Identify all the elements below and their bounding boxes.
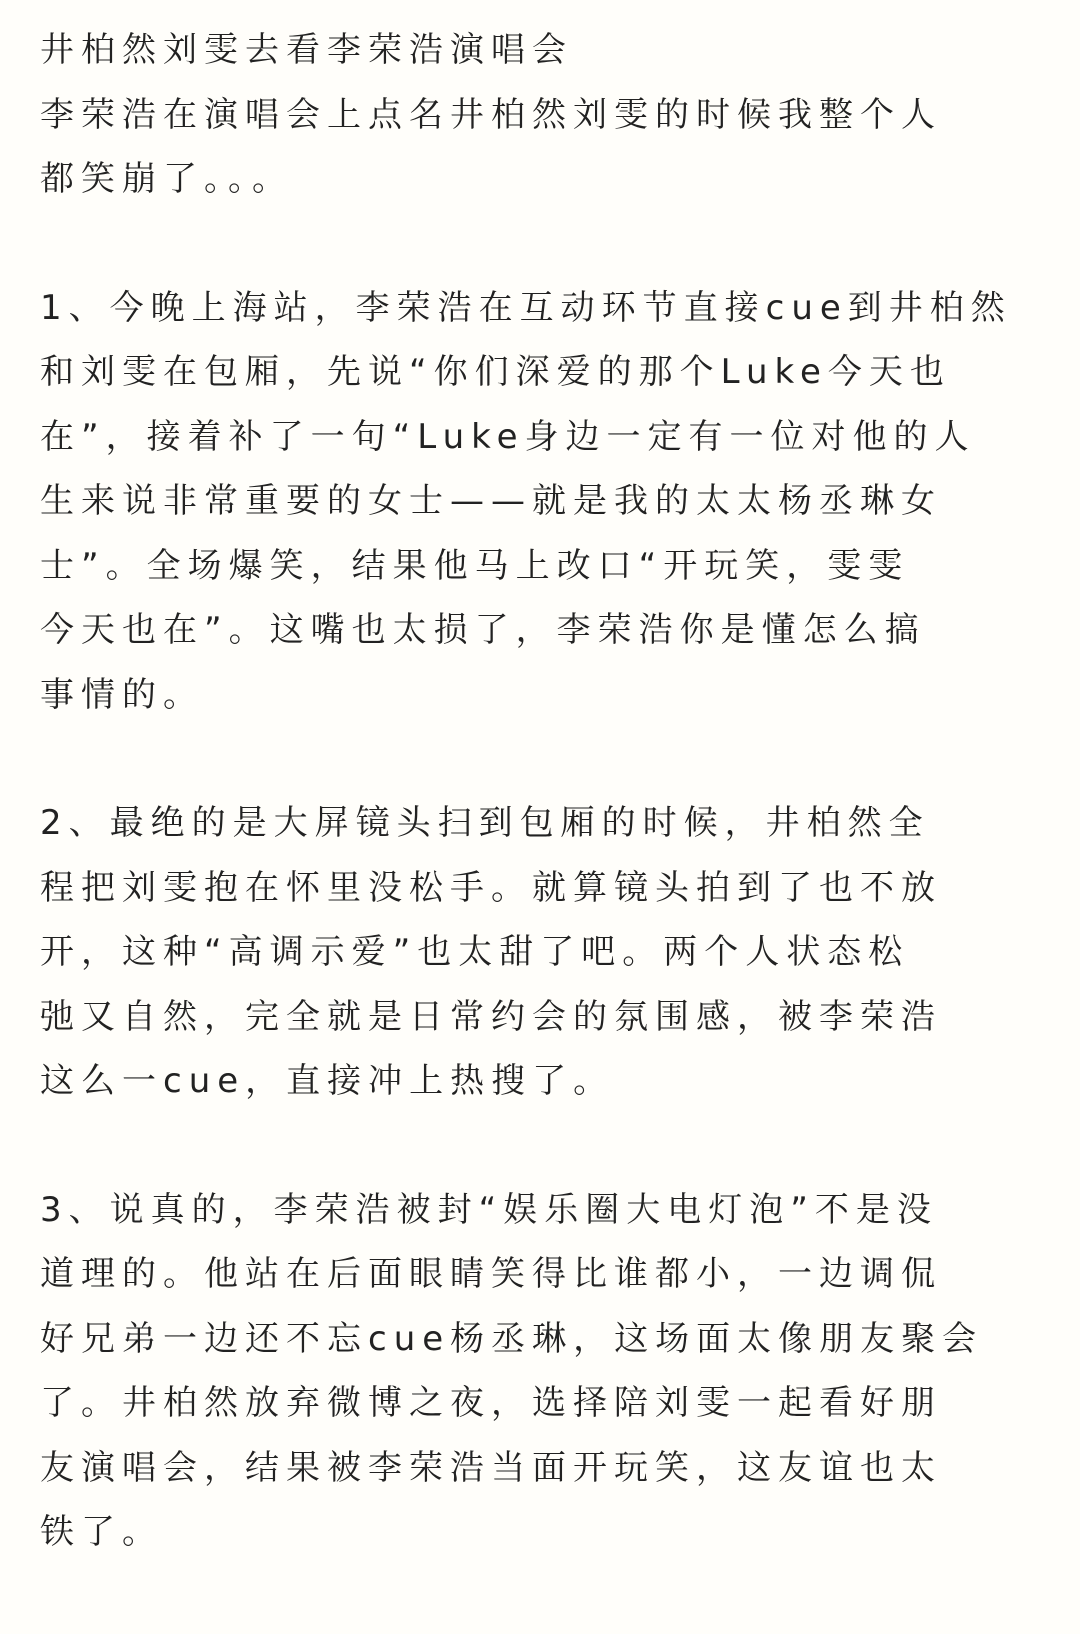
paragraph-1: 1、今晚上海站，李荣浩在互动环节直接cue到井柏然 和刘雯在包厢，先说“你们深爱的那个Luke今天也 在”，接着补了一句“Luke身边一定有一位对他的人 生来说非常重要的女士——就是我的太太杨丞琳女 士”。全场爆笑，结果他马上改口“开玩笑，雯雯 今天也在”。这嘴也太损了，李荣浩你是懂怎么搞 事情的。	[40, 287, 1012, 715]
paragraph-gap	[40, 1114, 1040, 1178]
article-intro: 井柏然刘雯去看李荣浩演唱会 李荣浩在演唱会上点名井柏然刘雯的时候我整个人 都笑崩了。。。	[40, 30, 942, 199]
paragraph-gap	[40, 212, 1040, 276]
paragraph-3: 3、说真的，李荣浩被封“娱乐圈大电灯泡”不是没 道理的。他站在后面眼睛笑得比谁都小，一边调侃 好兄弟一边还不忘cue杨丞琳，这场面太像朋友聚会 了。井柏然放弃微博之夜，选择陪刘雯一起看好朋 友演唱会，结果被李荣浩当面开玩笑，这友谊也太 铁了。	[40, 1189, 984, 1552]
paragraph-gap	[40, 727, 1040, 791]
paragraph-2: 2、最绝的是大屏镜头扫到包厢的时候，井柏然全 程把刘雯抱在怀里没松手。就算镜头拍到了也不放 开，这种“高调示爱”也太甜了吧。两个人状态松 弛又自然，完全就是日常约会的氛围感，被李荣浩 这么一cue，直接冲上热搜了。	[40, 803, 942, 1101]
